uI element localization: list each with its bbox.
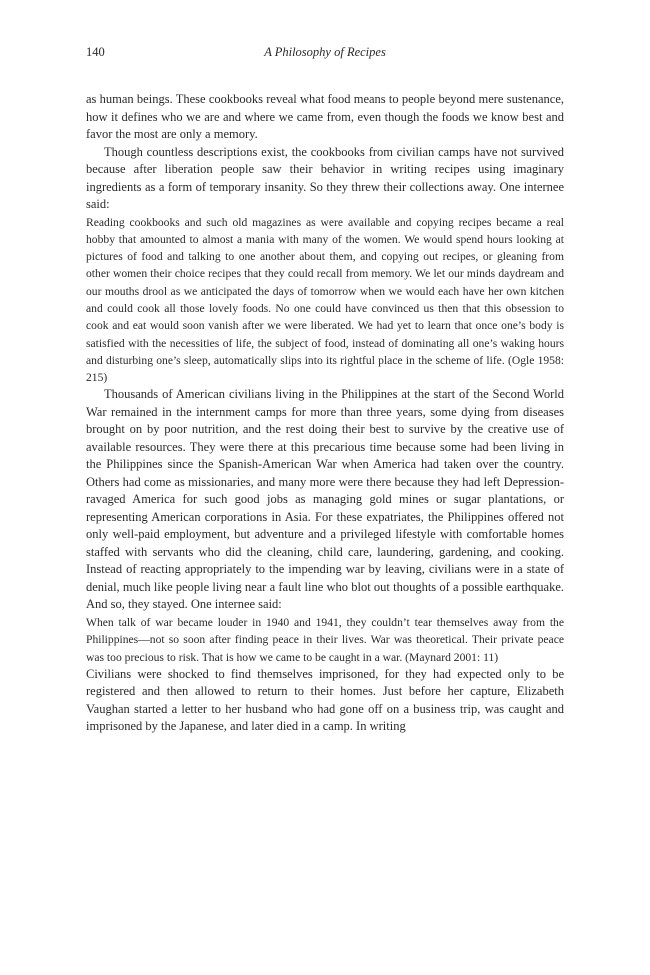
paragraph-4: Civilians were shocked to find themselves imprisoned, for they had expected only to be registered and then allowed to return to their homes. Just before her capture, Elizabeth Vaughan started a letter to her husband who had gone off on a business trip, was caught and imprisoned by the Japanese, and later died in a camp. In writing [86,666,564,734]
body-text [86,91,564,736]
page-number: 140 [86,45,105,59]
running-head [86,45,564,63]
book-page [86,0,564,975]
paragraph-1: as human beings. These cookbooks reveal what food means to people beyond mere sustenance, how it defines who we are and where we came from, even though the foods we know best and favor the most are only a memory. [86,92,564,141]
block-quote-1: Reading cookbooks and such old magazines as were available and copying recipes became a real hobby that amounted to almost a mania with many of the women. We would spend hours looking at pictures of food and talking to one another about them, and copying out recipes, or gleaning from other women their choice recipes that they could recall from memory. We let our minds daydream and our mouths drool as we anticipated the days of tomorrow when we would each have her own kitchen and could cook all those lovely foods. No one could have convinced us then that this obsession to cook and eat would soon vanish after we were liberated. We had yet to learn that once one’s body is satisfied with the necessities of life, the subject of food, instead of dominating all one’s waking hours and disturbing one’s sleep, automatically slips into its rightful place in the scheme of life. (Ogle 1958: 215) [86,215,564,385]
paragraph-3: Thousands of American civilians living in the Philippines at the start of the Second World War remained in the internment camps for more than three years, some dying from diseases brought on by poor nutrition, and the rest doing their best to survive by the creative use of available resources. They were there at this precarious time because some had been living in the Philippines since the Spanish-American War when America had taken over the country. Others had come as missionaries, and many more were there because they had left Depression-ravaged America for such good jobs as managing gold mines or sugar plantations, or representing American corporations in Asia. For these expatriates, the Philippines offered not only well-paid employment, but adventure and a privileged lifestyle with comfortable homes staffed with servants who did the cleaning, child care, laundering, gardening, and cooking. Instead of reacting appropriately to the impending war by leaving, civilians were in a state of denial, much like people living near a fault line who blot out thoughts of a possible earthquake. And so, they stayed. One internee said: [86,387,564,612]
paragraph-2: Though countless descriptions exist, the cookbooks from civilian camps have not survived because after liberation people saw their behavior in writing recipes using imaginary ingredients as a form of temporary insanity. So they threw their collections away. One internee said: [86,144,564,211]
running-title: A Philosophy of Recipes [264,45,386,59]
block-quote-2: When talk of war became louder in 1940 and 1941, they couldn’t tear themselves away from the Philippines—not so soon after finding peace in their lives. War was theoretical. Their private peace was too precious to risk. That is how we came to be caught in a war. (Maynard 2001: 11) [86,615,564,664]
